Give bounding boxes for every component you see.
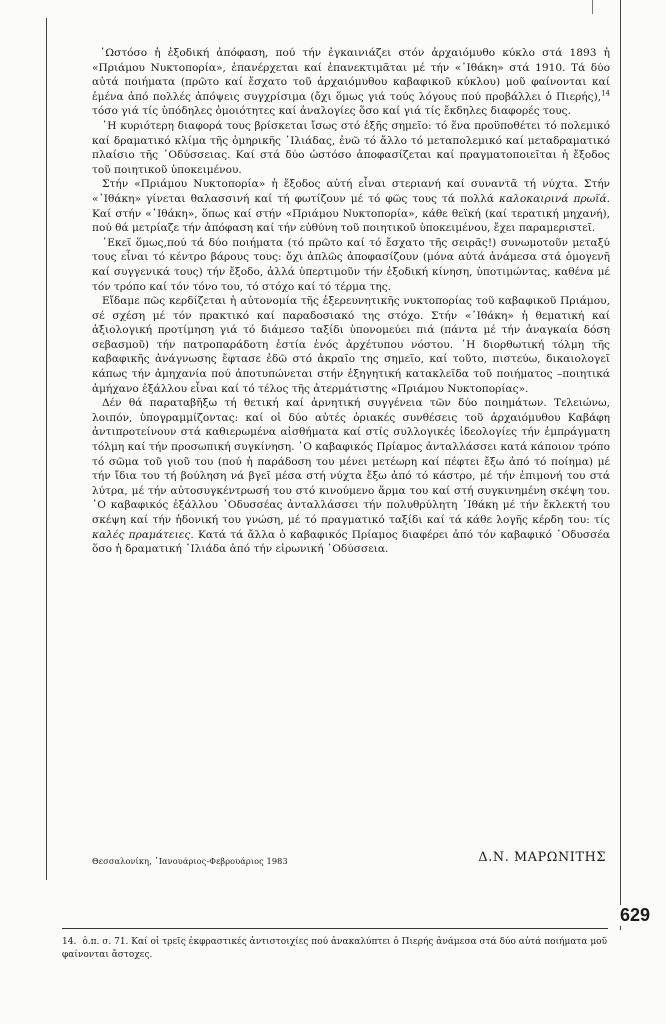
article-paragraph <box>92 236 610 294</box>
top-crop-mark <box>592 0 593 14</box>
left-margin-rule <box>46 18 47 880</box>
paragraph-text: ῾Η κυριότερη διαφορά τους βρίσκεται ἴσως στό ἑξῆς σημεῖο: τό ἕνα προϋποθέτει τό πολεμικό καί δραματικό κλίμα τῆς ὁμηρικῆς ᾿Ιλιάδας, ἐνῶ τό ἄλλο τό μεταπολεμικό καί μεταδραματικό πλαίσιο τῆς ᾿Οδύσσειας. Καί στά δύο ὡστόσο ἀποφασίζεται καί πραγματοποιεῖται ἡ ἔξοδος τοῦ ποιητικοῦ ὑποκειμένου. <box>92 119 610 176</box>
article-paragraph <box>92 46 610 119</box>
article-paragraph <box>92 177 610 235</box>
article-paragraph <box>92 294 610 396</box>
page-number: 629 <box>618 905 653 926</box>
footnote <box>62 936 610 962</box>
right-margin-rule <box>620 0 621 930</box>
paragraph-text: . Καί στήν «᾿Ιθάκη», ὅπως καί στήν «Πριάμου Νυκτοπορία», κάθε θεϊκή (καί τερατική μηχανή), πού θά μετρίαζε τήν ἀπόφαση καί τήν εὐθύνη τοῦ ποιητικοῦ ὑποκειμένου, ἔχει παραμεριστεῖ. <box>92 192 610 235</box>
article-paragraph <box>92 119 610 177</box>
paragraph-text: Δέν θά παραταβῆξω τή θετική καί ἀρνητική συγγένεια τῶν δύο ποιημάτων. Τελειώνω, λοιπόν, ὑπογραμμίζοντας: καί οἱ δύο αὐτές ὁριακές συνθέσεις τοῦ ἀρχαιόμυθου Καβάφη ἀντιπροτείνουν στά καθιερωμένα αἰσθήματα καί στίς συλλογικές ἰδεολογίες τήν ἐμπράγματη τόλμη καί τήν προσωπική συγκίνηση. ῾Ο καβαφικός Πρίαμος ἀνταλλάσσει κατά κάποιον τρόπο τό σῶμα τοῦ γιοῦ του (πού ἡ παράδοση του μένει μετέωρη καί πέφτει ἔξω ἀπό τό ποίημα) μέ τήν ἴδια του τή βούληση νά βγεῖ μέσα στή νύχτα ἔξω ἀπό τό κάστρο, μέ τήν ἐπιμονή του στά λύτρα, μέ τήν αὐτοσυγκέντρωσή του στό κινούμενο ἅρμα του καί στή συγκινημένη σκέψη του. ῾Ο καβαφικός ἐξάλλου ᾿Οδυσσέας ἀνταλλάσσει τήν πολυθρύλητη ᾿Ιθάκη μέ τήν ἔκλεκτή του σκέψη καί τήν ἡδονική του γνώση, μέ τό πραγματικό ταξίδι καί τά κάθε λογῆς κέρδη του: τίς <box>92 397 610 526</box>
article-body <box>92 46 610 557</box>
paragraph-text: τόσο γιά τίς ὑπόδηλες ὁμοιότητες καί ἀναλογίες ὅσο καί γιά τίς ἔκδηλες διαφορές τους. <box>92 105 571 118</box>
paragraph-text: ῾Ωστόσο ἡ ἐξοδική ἀπόφαση, πού τήν ἐγκαινιάζει στόν ἀρχαιόμυθο κύκλο στά 1893 ἡ «Πριάμου Νυκτοπορία», ἐπανέρχεται καί ἐπανεκτιμᾶται μέ τήν «᾿Ιθάκη» στά 1910. Τά δύο αὐτά ποιήματα (πρῶτο καί ἔσχατο τοῦ ἀρχαιόμυθου καβαφικοῦ κύκλου) μοῦ φαίνονται καί ἐμένα ἀπό πολλές ἀπόψεις συγχρίσιμα (ὄχι ὅμως γιά τούς λόγους πού προβάλλει ὁ Πιερής), <box>92 47 610 103</box>
paragraph-text: . Κατά τά ἄλλα ὁ καβαφικός Πρίαμος διαφέρει ἀπό τόν καβαφικό ᾿Οδυσσέα ὅσο ἡ δραματική ᾿Ιλιάδα ἀπό τήν εἰρωνική ᾿Οδύσσεια. <box>92 528 610 556</box>
footnote-reference: 14 <box>601 89 610 98</box>
paragraph-text: Στήν «Πριάμου Νυκτοπορία» ἡ ἔξοδος αὐτή εἶναι στεριανή καί συναντᾶ τή νύχτα. Στήν «᾿Ιθάκη» γίνεται θαλασσινή καί τή φωτίζουν μέ τό φῶς τους τά πολλά <box>92 178 610 205</box>
dateline: Θεσσαλονίκη, ᾿Ιανουάριος-Φεβρουάριος 1983 <box>92 856 288 866</box>
footnote-text: ὁ.π. σ. 71. Καί οἱ τρεῖς ἐκφραστικές ἀντιστοιχίες πού ἀνακαλύπτει ὁ Πιερής ἀνάμεσα στά δύο αὐτά ποιήματα μοῦ φαίνονται ἄστοχες. <box>62 937 608 960</box>
footnote-number: 14. <box>62 937 77 947</box>
signature-row <box>92 850 612 872</box>
article-paragraph <box>92 396 610 557</box>
author-name: Δ.Ν. ΜΑΡΩΝΙΤΗΣ <box>478 850 606 865</box>
footnote-separator <box>62 928 608 929</box>
italic-phrase: καλές πραμάτειες <box>92 528 191 541</box>
paragraph-text: ᾿Εκεῖ ὅμως,πού τά δύο ποιήματα (τό πρῶτο καί τό ἔσχατο τῆς σειρᾶς!) συνωμοτοῦν μεταξύ τους εἶναι τό κέντρο βάρους τους: ὄχι ἁπλῶς ἀποφασίζουν (μόνα αὐτά ἀνάμεσα στά ὁμογενῆ καί συγγενικά τους) τήν ἔξοδο, ἀλλά ὑπερτιμοῦν τήν ἐξοδική κίνηση, ὑποτιμώντας, καθένα μέ τόν τρόπο καί τόν τόνο του, τό στόχο καί τό τέρμα της. <box>92 236 610 293</box>
italic-phrase: καλοκαιρινά πρωϊά <box>499 192 607 205</box>
paragraph-text: Εἴδαμε πῶς κερδίζεται ἡ αὐτονομία τῆς ἐξερευνητικῆς νυκτοπορίας τοῦ καβαφικοῦ Πριάμου, σέ σχέση μέ τόν πρακτικό καί παραδοσιακό της στόχο. Στήν «᾿Ιθάκη» ἡ θεματική καί ἀξιολογική προτίμηση γιά τό διάμεσο ταξίδι ὑπονομεύει πιά (πάντα μέ τήν ἀναγκαία δόση σεβασμοῦ) τήν πατροπαράδοτη ἑστία ἑνός ἀρχέτυπου νόστου. ῾Η διορθωτική τόλμη τῆς καβαφικῆς ἀνάγνωσης ἔφτασε ἐδῶ στό ἀκραῖο της σημεῖο, καί τοῦτο, πιστεύω, δικαιολογεῖ κάπως τήν ἀμηχανία πού ἀποτυπώνεται στήν ἐξηγητική κατακλεῖδα τοῦ ποιήματος –ποιητικά ἀμήχανο ἐξάλλου εἶναι καί τό τέλος τῆς ἀτερμάτιστης «Πριάμου Νυκτοπορίας». <box>92 295 610 395</box>
